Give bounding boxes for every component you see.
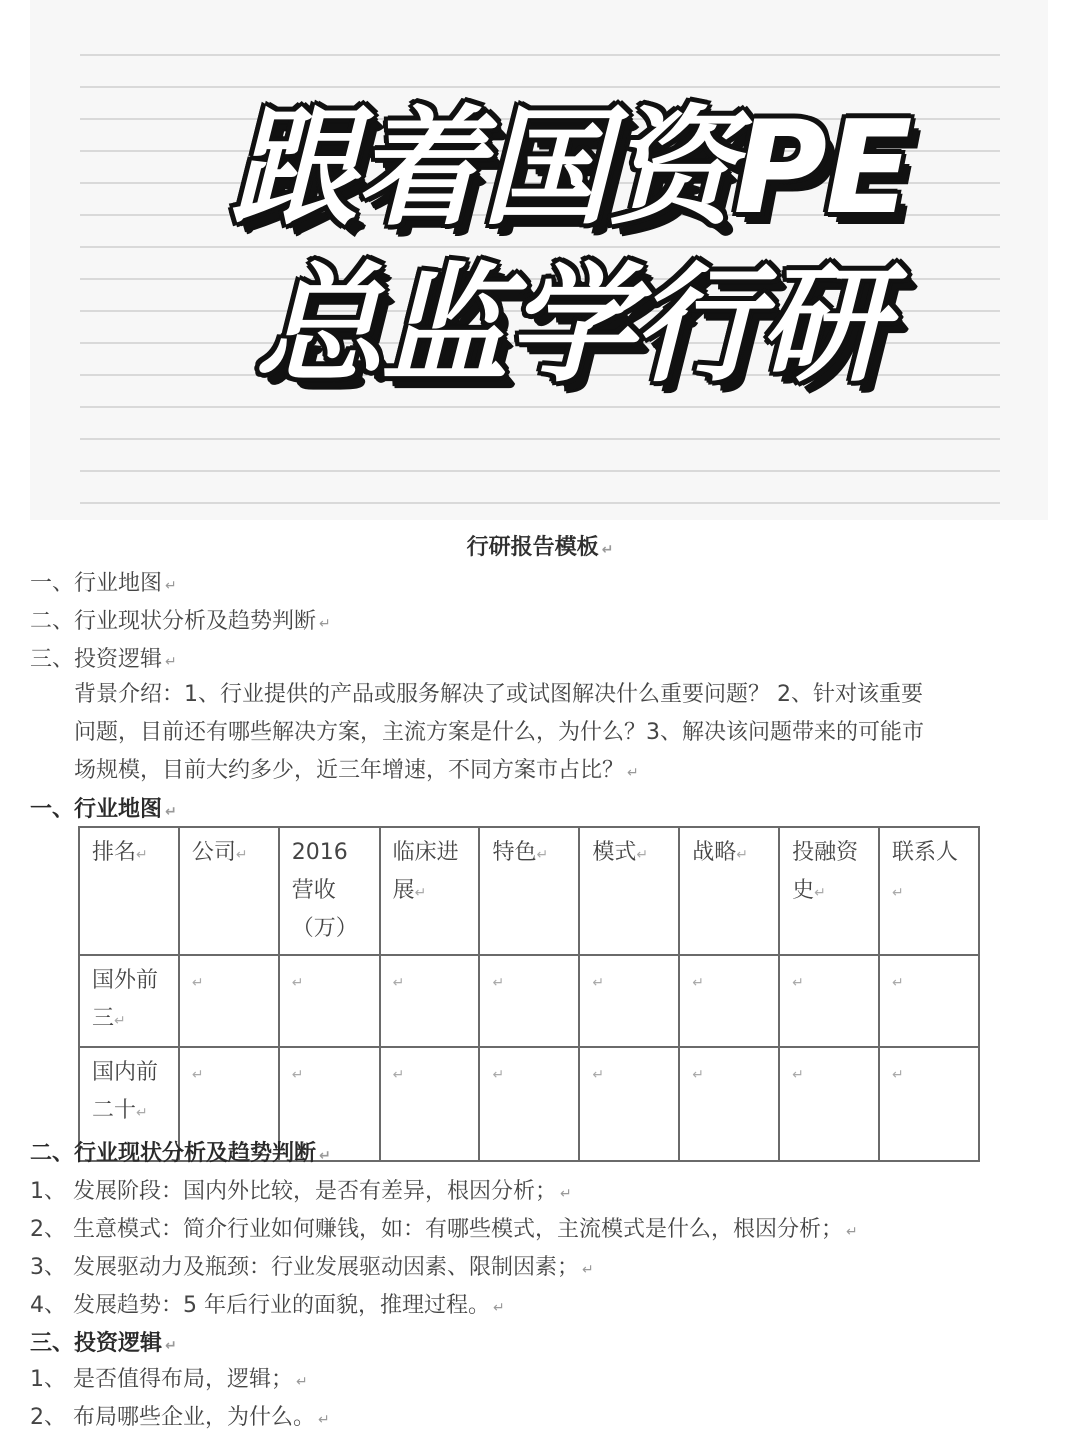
table-cell: ↵ (279, 1047, 380, 1161)
table-cell: ↵ (679, 1047, 779, 1161)
header-cell: 特色↵ (479, 827, 579, 955)
headline-line-1: 跟着国资PE (229, 94, 911, 243)
table-cell: ↵ (479, 955, 579, 1047)
row-label-cell: 国内前二十↵ (79, 1047, 179, 1161)
section-3-heading: 三、投资逻辑 ↵ (30, 1331, 177, 1356)
background-line-1: 背景介绍：1、行业提供的产品或服务解决了或试图解决什么重要问题？ 2、针对该重要 (74, 682, 923, 707)
section-3-item: 2、 布局哪些企业，为什么。 ↵ (30, 1405, 330, 1430)
header-cell: 联系人↵ (879, 827, 979, 955)
headline-line-2: 总监学行研 (254, 251, 885, 400)
table-cell: ↵ (179, 955, 279, 1047)
doc-title: 行研报告模板 ↵ (466, 535, 614, 560)
row-label-cell: 国外前三↵ (79, 955, 179, 1047)
header-cell: 投融资史↵ (779, 827, 879, 955)
background-paragraph (74, 676, 1034, 792)
table-cell: ↵ (579, 1047, 679, 1161)
outline-item-2: 二、行业现状分析及趋势判断 ↵ (30, 609, 331, 634)
background-line-3: 场规模，目前大约多少，近三年增速，不同方案市占比？ ↵ (74, 758, 639, 783)
header-cell: 模式↵ (579, 827, 679, 955)
section-2-heading: 二、行业现状分析及趋势判断 ↵ (30, 1141, 331, 1166)
section-2-item: 3、 发展驱动力及瓶颈：行业发展驱动因素、限制因素； ↵ (30, 1255, 594, 1280)
table-header-row (79, 827, 979, 955)
header-cell: 2016营收（万） (279, 827, 380, 955)
table-cell: ↵ (380, 1047, 480, 1161)
table-cell: ↵ (579, 955, 679, 1047)
table-cell: ↵ (879, 955, 979, 1047)
header-cell: 临床进展↵ (380, 827, 480, 955)
table-cell: ↵ (179, 1047, 279, 1161)
table-cell: ↵ (779, 955, 879, 1047)
table-cell: ↵ (279, 955, 380, 1047)
section-2-item: 1、 发展阶段：国内外比较，是否有差异，根因分析； ↵ (30, 1179, 572, 1204)
cover-card (30, 0, 1048, 520)
table-cell: ↵ (380, 955, 480, 1047)
background-line-2: 问题，目前还有哪些解决方案，主流方案是什么，为什么？3、解决该问题带来的可能市 (74, 720, 924, 745)
section-3-item: 1、 是否值得布局，逻辑； ↵ (30, 1367, 308, 1392)
table-cell: ↵ (479, 1047, 579, 1161)
industry-map-table (78, 826, 980, 1162)
header-cell: 公司↵ (179, 827, 279, 955)
outline-item-3: 三、投资逻辑 ↵ (30, 647, 177, 672)
section-1-heading: 一、行业地图 ↵ (30, 797, 177, 822)
outline-item-1: 一、行业地图 ↵ (30, 571, 177, 596)
table-cell: ↵ (679, 955, 779, 1047)
table-cell: ↵ (879, 1047, 979, 1161)
section-2-item: 2、 生意模式：简介行业如何赚钱，如：有哪些模式，主流模式是什么，根因分析； ↵ (30, 1217, 858, 1242)
table-cell: ↵ (779, 1047, 879, 1161)
table-row (79, 955, 979, 1047)
header-cell: 战略↵ (679, 827, 779, 955)
section-2-item: 4、 发展趋势：5 年后行业的面貌，推理过程。 ↵ (30, 1293, 505, 1318)
header-cell: 排名↵ (79, 827, 179, 955)
